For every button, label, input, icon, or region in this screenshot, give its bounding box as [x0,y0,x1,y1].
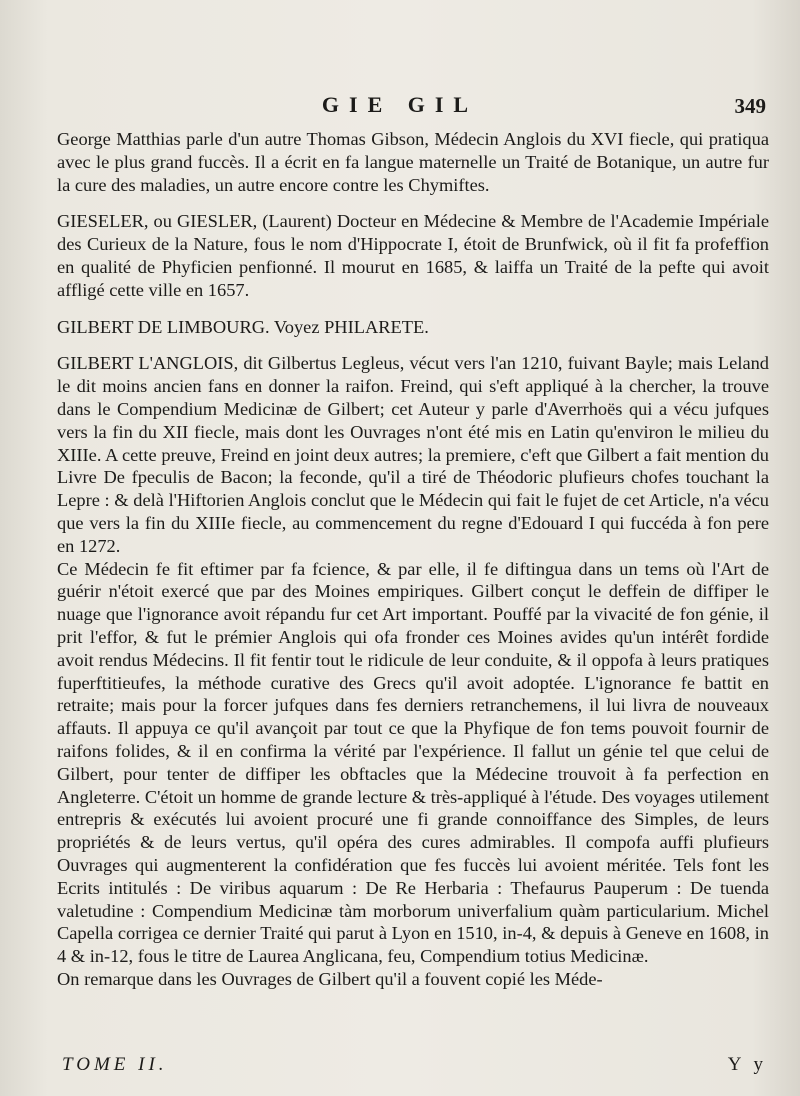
text-body [57,128,769,991]
paragraph-gibson: George Matthias parle d'un autre Thomas Gibson, Médecin Anglois du XVI fiecle, qui pratiqua avec le plus grand fuccès. Il a écrit en fa langue maternelle un Traité de Botanique, un autre fur la cure des maladies, un autre encore contre les Chymiftes. [57,129,769,195]
paragraph-remarque: On remarque dans les Ouvrages de Gilbert qu'il a fouvent copié les Méde- [57,968,603,989]
volume-label: TOME II. [62,1054,168,1075]
page-header [0,92,800,122]
signature-mark: Y y [727,1054,767,1075]
paragraph-gieseler: GIESELER, ou GIESLER, (Laurent) Docteur en Médecine & Membre de l'Academie Impériale des Curieux de la Nature, fous le nom d'Hippocrate I, étoit de Brunfwick, où il fit fa profeffion en qualité de Phyficien penfionné. Il mourut en 1685, & laiffa un Traité de la pefte qui avoit affligé cette ville en 1657. [57,211,769,300]
paragraph-gilbert-anglois: GILBERT L'ANGLOIS, dit Gilbertus Legleus, vécut vers l'an 1210, fuivant Bayle; mais Leland le dit moins ancien fans en donner la raifon. Freind, qui s'eft appliqué à la chercher, la trouve dans le Compendium Medicinæ de Gilbert; cet Auteur y parle d'Averrhoës qui a vécu jufques vers la fin du XII fiecle, mais dont les Ouvrages n'ont été mis en Latin qu'environ le milieu du XIIIe. A cette preuve, Freind en joint deux autres; la premiere, c'eft que Gilbert a fait mention du Livre De fpeculis de Bacon; la feconde, qu'il a tiré de Théodoric plufieurs chofes touchant la Lepre : & delà l'Hiftorien Anglois conclut que le Médecin qui fait le fujet de cet Article, n'a vécu que vers la fin du XIIIe fiecle, au commencement du regne d'Edouard I qui fuccéda à fon pere en 1272. [57,353,769,556]
paragraph-gilbert-limbourg: GILBERT DE LIMBOURG. Voyez PHILARETE. [57,316,429,337]
page-number: 349 [734,94,766,118]
page-footer [62,1054,767,1080]
paragraph-medecin: Ce Médecin fe fit eftimer par fa fcience, & par elle, il fe diftingua dans un tems où l'Art de guérir n'étoit exercé que par des Moines empiriques. Gilbert conçut le deffein de diffiper le nuage que l'ignorance avoit répandu fur cet Art important. Pouffé par la vivacité de fon génie, il prit l'effor, & fut le prémier Anglois qui ofa fronder ces Moines avides qu'un intérêt fordide avoit rendus Médecins. Il fit fentir tout le ridicule de leur conduite, & il oppofa à leurs pratiques fuperftitieufes, la méthode curative des Grecs qu'il avoit adoptée. L'ignorance fe battit en retraite; mais pour la forcer jufques dans fes derniers retranchemens, il lui livra de nouveaux affauts. Il appuya ce qu'il avançoit par tout ce que la Phyfique de fon tems pouvoit fournir de raifons folides, & il en confirma la vérité par l'expérience. Il fallut un génie tel que celui de Gilbert, pour tenter de diffiper les obftacles que la Médecine trouvoit à fa perfection en Angleterre. C'étoit un homme de grande lecture & très-appliqué à l'étude. Des voyages utilement entrepris & exécutés lui avoient procuré une fi grande connoiffance des Simples, de leurs propriétés & de leurs vertus, qu'il opéra des cures admirables. Il compofa auffi plufieurs Ouvrages qui augmenterent la confidération que fes fuccès lui avoient méritée. Tels font les Ecrits intitulés : De viribus aquarum : De Re Herbaria : Thefaurus Pauperum : De tuenda valetudine : Compendium Medicinæ tàm morborum univerfalium quàm particularium. Michel Capella corrigea ce dernier Traité qui parut à Lyon en 1510, in-4, & depuis à Geneve en 1608, in 4 & in-12, fous le titre de Laurea Anglicana, feu, Compendium totius Medicinæ. [57,558,769,967]
running-head: GIE GIL [321,92,479,117]
